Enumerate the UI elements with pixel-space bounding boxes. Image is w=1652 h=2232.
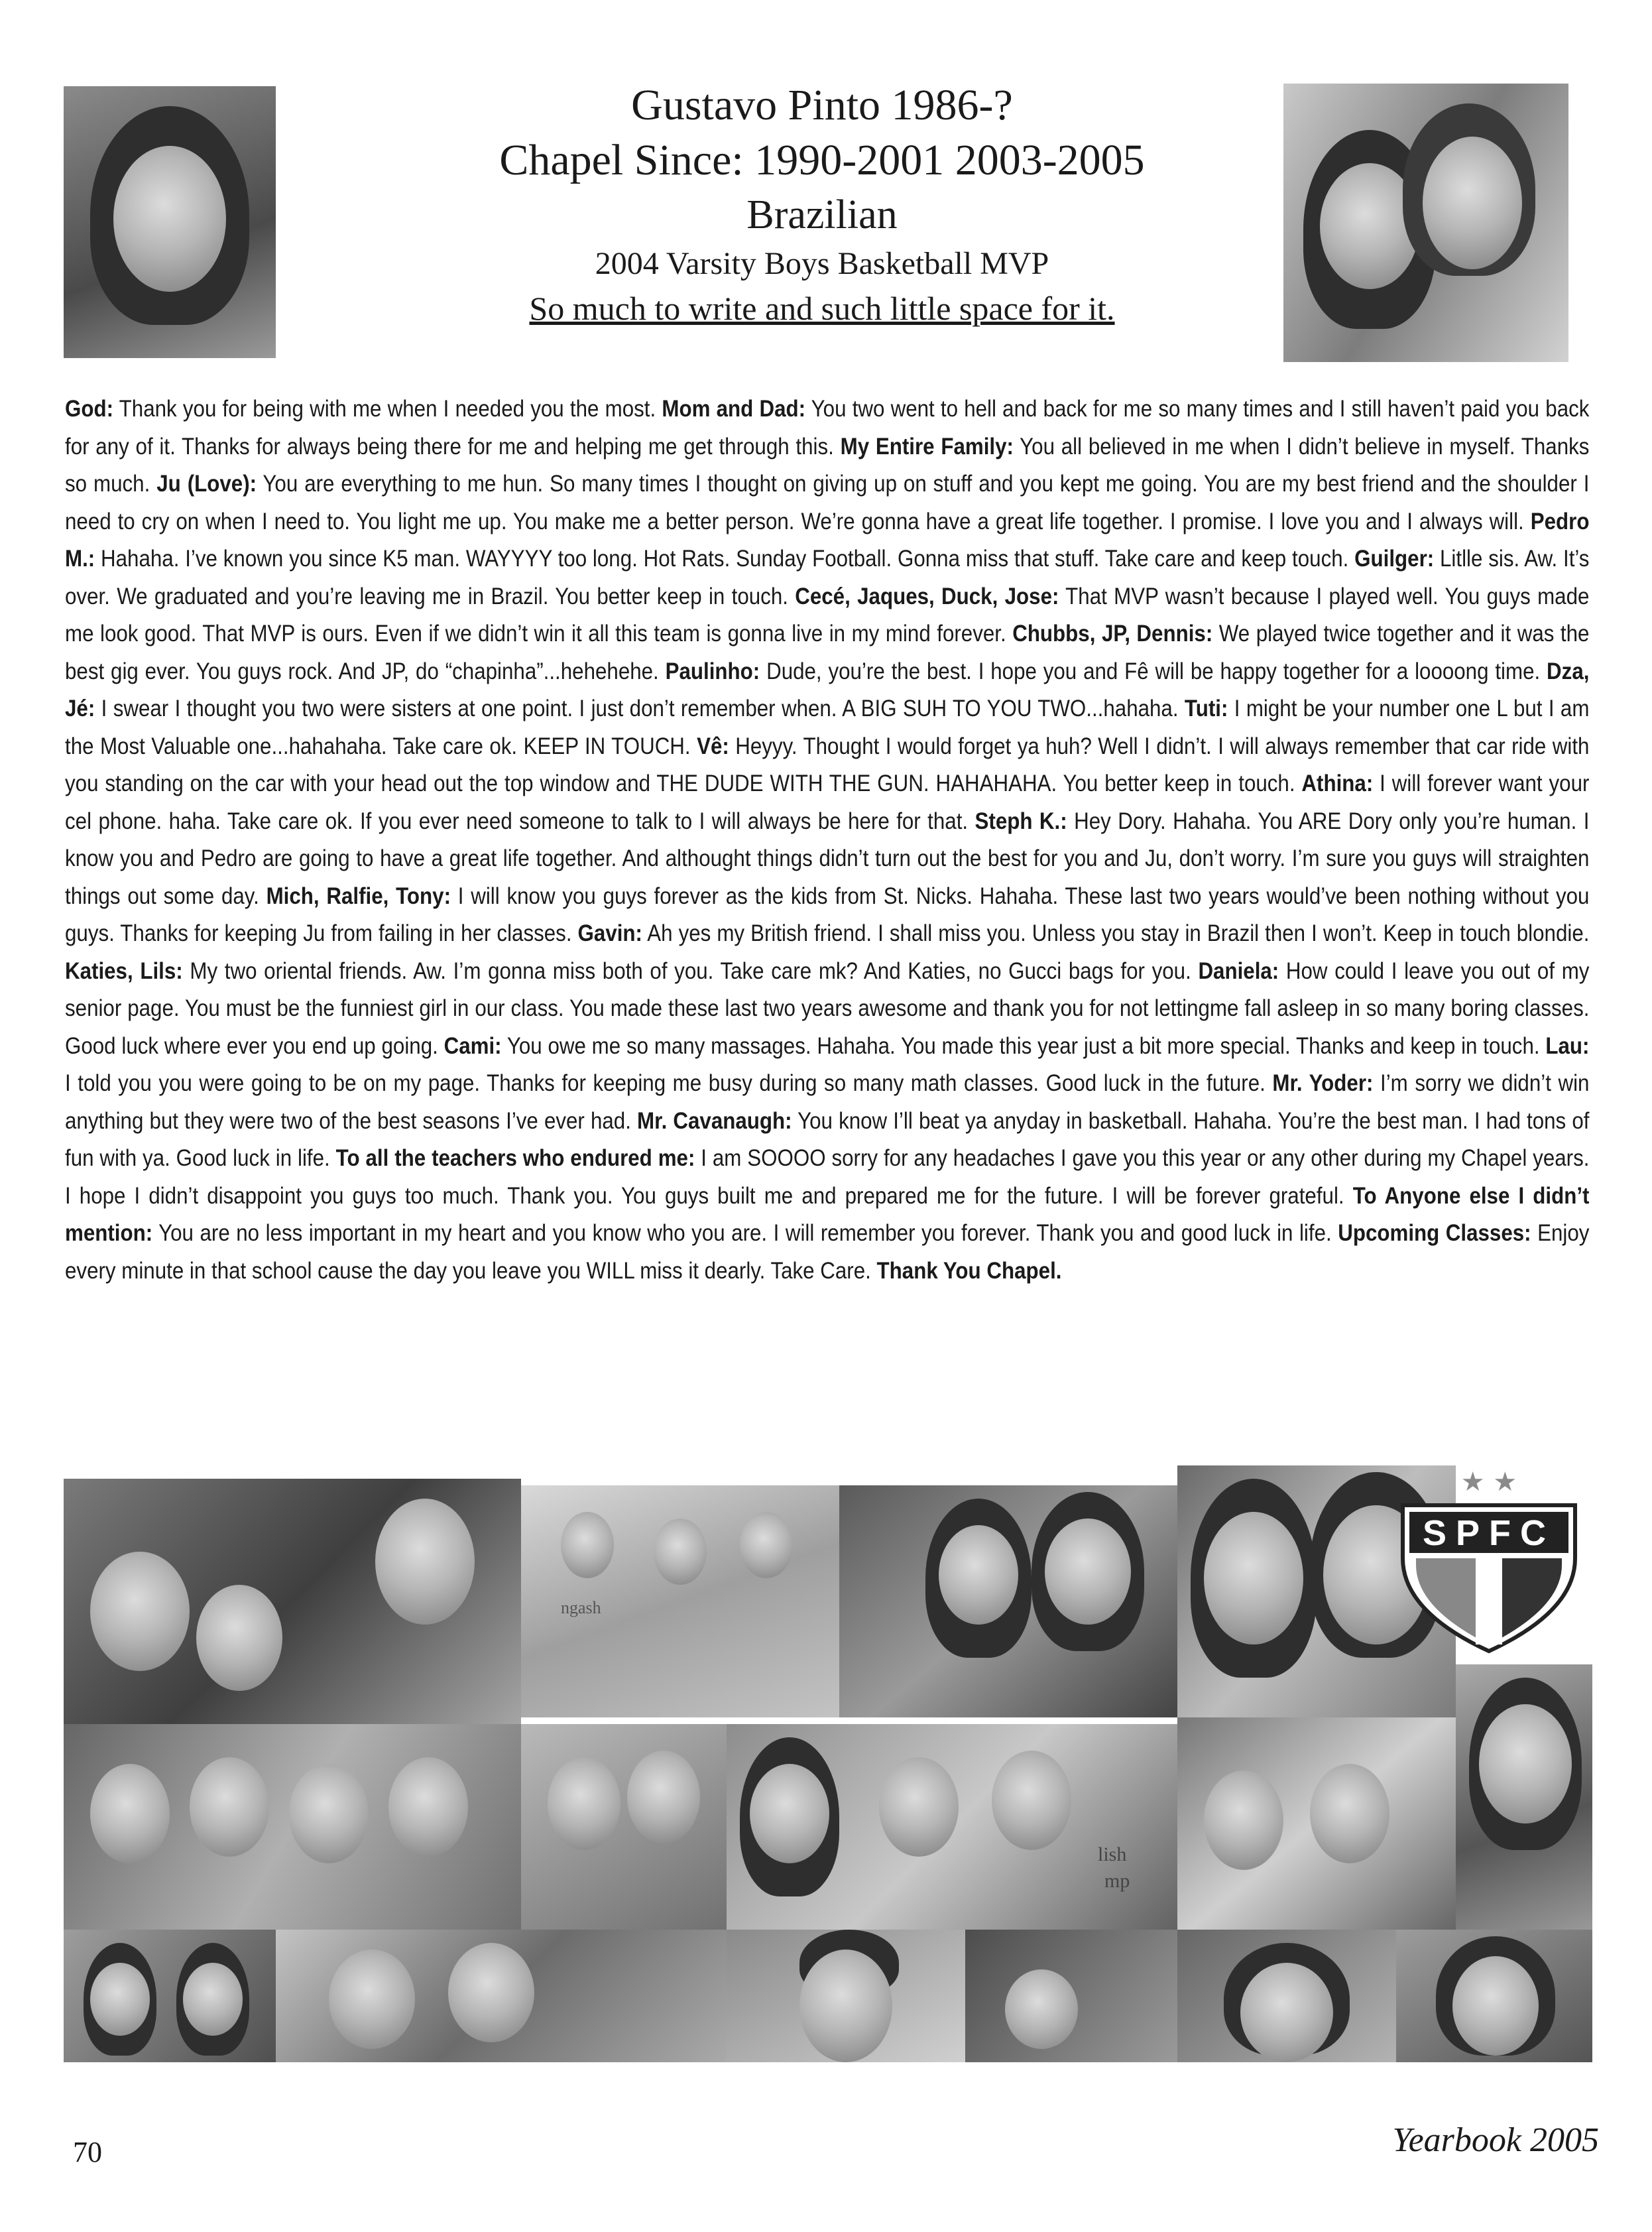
collage-photo xyxy=(727,1724,1177,1930)
shirt-caption: ngash xyxy=(561,1598,601,1617)
collage-photo xyxy=(1456,1664,1592,1930)
dedication-message: You two went to hell and back for me so many times and I still haven’t paid you back for any of it. Thanks for always being there for me and helping me get through this. xyxy=(65,395,1590,460)
dedication-name: Thank You Chapel. xyxy=(876,1257,1062,1284)
dedication-message: You know I’ll beat ya anyday in basketball. Hahaha. You’re the best man. I had tons of fun with ya. Good luck in life. xyxy=(65,1107,1590,1171)
dedication-name: Cami: xyxy=(443,1032,502,1059)
dedication-message: You are no less important in my heart and you know who you are. I will remember you forever. Thank you and good luck in life. xyxy=(152,1219,1338,1246)
dedication-message: That MVP wasn’t because I played well. You guys made me look good. That MVP is ours. Even if we didn’t win it all this team is gonna live in my mind forever. xyxy=(65,582,1590,647)
dedication-message: I am SOOOO sorry for any headaches I gave you this year or any other during my Chapel years. I hope I didn’t disappoint you guys too much. Thank you. You guys built me and prepared me for the future. I will be forever grateful. xyxy=(65,1145,1590,1209)
dedication-message: I will forever want your cel phone. haha. Take care ok. If you ever need someone to talk to I will always be here for that. xyxy=(65,770,1590,834)
dedication-name: Chubbs, JP, Dennis: xyxy=(1012,620,1213,647)
dedication-name: Lau: xyxy=(1545,1032,1590,1059)
collage-photo xyxy=(64,1724,521,1930)
yearbook-title: Yearbook 2005 xyxy=(1392,2121,1599,2159)
dedication-name: Athina: xyxy=(1301,770,1374,796)
collage-photo xyxy=(64,1930,276,2062)
dedication-message: Ah yes my British friend. I shall miss you. Unless you stay in Brazil then I won’t. Keep in touch blondie. xyxy=(642,920,1590,946)
dedication-name: Daniela: xyxy=(1198,957,1279,984)
dedication-message: We played twice together and it was the best gig ever. You guys rock. And JP, do “chapinha”...hehehehe. xyxy=(65,620,1590,684)
chapel-since: Chapel Since: 1990-2001 2003-2005 xyxy=(499,136,1145,184)
dedication-name: Vê: xyxy=(697,732,729,759)
dedication-name: Upcoming Classes: xyxy=(1338,1219,1531,1246)
dedication-message: You owe me so many massages. Hahaha. You made this year just a bit more special. Thanks and keep in touch. xyxy=(501,1032,1546,1059)
dedication-message: I might be your number one L but I am the Most Valuable one...hahahaha. Take care ok. KEEP IN TOUCH. xyxy=(65,695,1590,759)
collage-photo xyxy=(965,1930,1177,2062)
dedication-name: To Anyone else I didn’t mention: xyxy=(65,1182,1590,1246)
dedication-name: To all the teachers who endured me: xyxy=(335,1145,695,1171)
spfc-crest-logo xyxy=(1389,1459,1588,1658)
dedication-message: Hey Dory. Hahaha. You ARE Dory only you’re human. I know you and Pedro are going to have a great life together. And althought things didn’t turn out the best for you and Ju, don’t worry. I’m sure you guys will straighten things out some day. xyxy=(65,807,1590,909)
dedication-name: Pedro M.: xyxy=(65,507,1590,572)
dedication-name: Mr. Cavanaugh: xyxy=(637,1107,792,1134)
collage-photo xyxy=(276,1930,727,2062)
dedication-text xyxy=(65,390,1589,1289)
dedication-name: Gavin: xyxy=(577,920,642,946)
nationality: Brazilian xyxy=(746,192,898,237)
dedication-name: Mom and Dad: xyxy=(662,395,806,422)
dedication-message: You all believed in me when I didn’t believe in myself. Thanks so much. xyxy=(65,432,1590,497)
photo-collage xyxy=(64,1465,1592,2062)
dedication-name: God: xyxy=(65,395,114,422)
dedication-message: Enjoy every minute in that school cause the day you leave you WILL miss it dearly. Take Care. xyxy=(65,1219,1590,1284)
dedication-name: Katies, Lils: xyxy=(65,957,183,984)
dedication-name: Guilger: xyxy=(1354,545,1435,572)
crest-stars: ★ ★ xyxy=(1460,1467,1517,1497)
page-number: 70 xyxy=(73,2136,102,2168)
senior-header xyxy=(358,78,1286,330)
dedication-message: Litlle sis. Aw. It’s over. We graduated and you’re leaving me in Brazil. You better keep in touch. xyxy=(65,545,1590,609)
collage-photo xyxy=(64,1479,521,1724)
dedication-message: I will know you guys forever as the kids from St. Nicks. Hahaha. These last two years would’ve been nothing without you guys. Thanks for keeping Ju from failing in her classes. xyxy=(65,882,1590,946)
collage-photo xyxy=(1396,1930,1592,2062)
collage-photo xyxy=(727,1930,965,2062)
collage-photo xyxy=(839,1485,1177,1717)
tagline: So much to write and such little space for it. xyxy=(529,290,1115,327)
dedication-name: My Entire Family: xyxy=(840,432,1014,460)
dedication-name: Steph K.: xyxy=(974,807,1067,834)
dedication-message: Dude, you’re the best. I hope you and Fê will be happy together for a loooong time. xyxy=(760,657,1547,684)
collage-photo xyxy=(521,1485,839,1717)
dedication-message: Hahaha. I’ve known you since K5 man. WAYYYY too long. Hot Rats. Sunday Football. Gonna miss that stuff. Take care and keep touch. xyxy=(95,545,1355,572)
dedication-message: I’m sorry we didn’t win anything but they were two of the best seasons I’ve ever had. xyxy=(65,1070,1590,1134)
award: 2004 Varsity Boys Basketball MVP xyxy=(595,246,1049,281)
collage-photo xyxy=(1177,1930,1396,2062)
dedication-message: You are everything to me hun. So many times I thought on giving up on stuff and you kept me going. You are my best friend and the shoulder I need to cry on when I need to. You light me up. You make me a better person. We’re gonna have a great life together. I promise. I love you and I always will. xyxy=(65,470,1590,534)
dedication-message: My two oriental friends. Aw. I’m gonna miss both of you. Take care mk? And Katies, no Gucci bags for you. xyxy=(182,957,1199,984)
dedication-message: Heyyy. Thought I would forget ya huh? Well I didn’t. I will always remember that car ride with you standing on the car with your head out the top window and THE DUDE WITH THE GUN. HAHAHAHA. You better keep in touch. xyxy=(65,732,1590,796)
dedication-message: Thank you for being with me when I needed you the most. xyxy=(113,395,662,422)
dedication-name: Ju (Love): xyxy=(156,470,257,497)
dedication-message: How could I leave you out of my senior page. You must be the funniest girl in our class. You made these last two years awesome and thank you for not lettingme fall asleep in so many boring classes. Good luck where ever you end up going. xyxy=(65,957,1590,1059)
dedication-message: I told you you were going to be on my page. Thanks for keeping me busy during so many math classes. Good luck in the future. xyxy=(65,1070,1273,1096)
dedication-name: Mr. Yoder: xyxy=(1272,1070,1374,1096)
shirt-caption: mp xyxy=(1104,1870,1130,1892)
dedication-message: I swear I thought you two were sisters at one point. I just don’t remember when. A BIG SUH TO YOU TWO...hahaha. xyxy=(95,695,1185,721)
student-name-years: Gustavo Pinto 1986-? xyxy=(631,81,1013,129)
couple-photo-right xyxy=(1283,84,1568,362)
crest-text: SPFC xyxy=(1422,1513,1556,1553)
collage-photo xyxy=(1177,1717,1456,1930)
dedication-name: Mich, Ralfie, Tony: xyxy=(266,882,451,909)
dedication-name: Dza, Jé: xyxy=(65,657,1590,721)
collage-photo xyxy=(521,1724,727,1930)
dedication-name: Paulinho: xyxy=(665,657,760,684)
dedication-name: Cecé, Jaques, Duck, Jose: xyxy=(795,582,1059,609)
shirt-caption: lish xyxy=(1098,1843,1127,1865)
portrait-photo-left xyxy=(64,86,276,358)
dedication-name: Tuti: xyxy=(1184,695,1228,721)
